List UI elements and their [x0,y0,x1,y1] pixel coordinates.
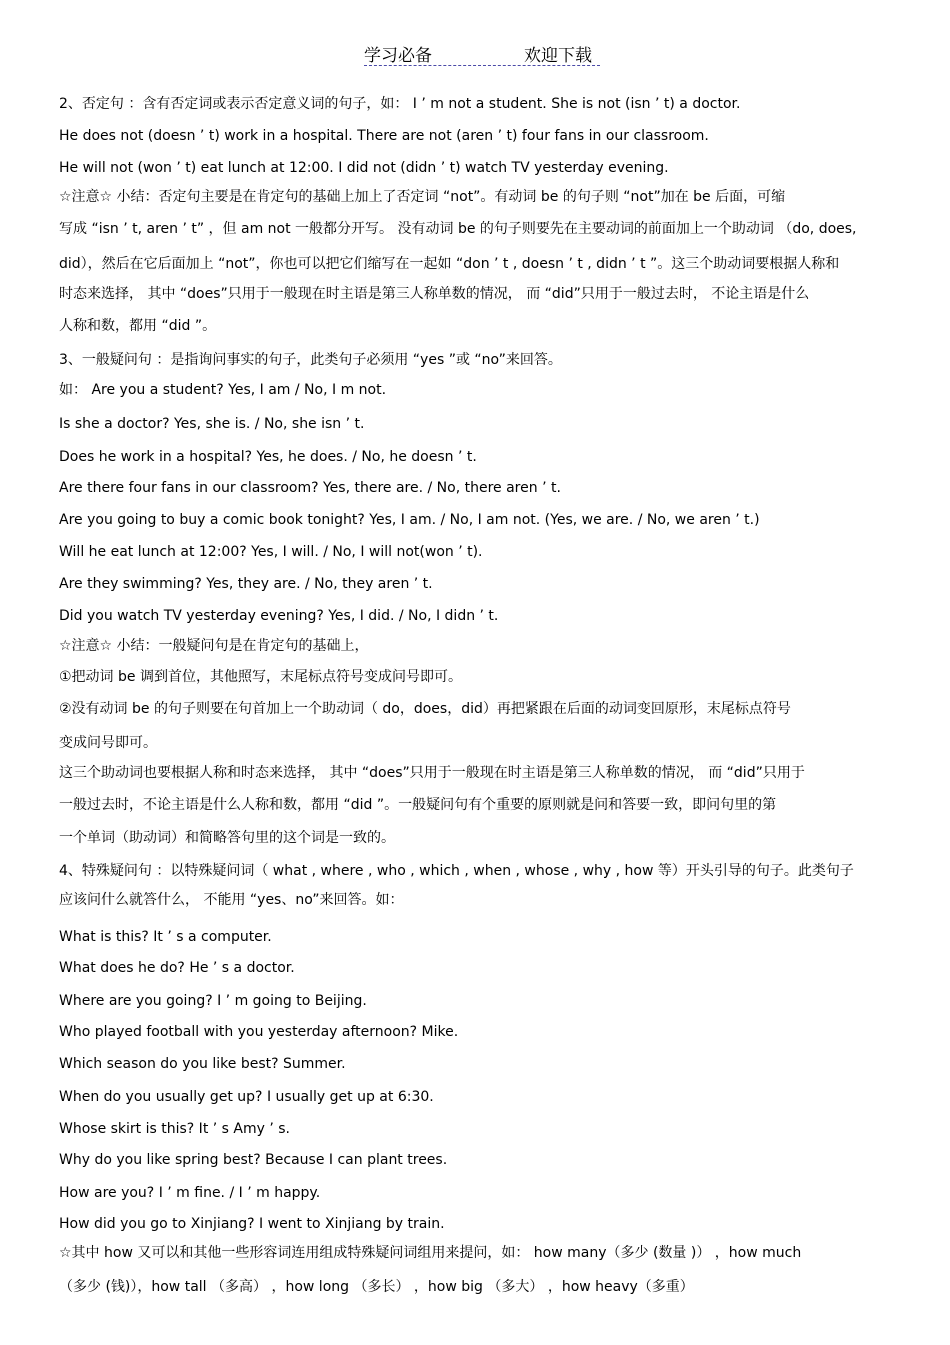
text-line: When do you usually get up? I usually get up at 6:30. [59,1089,434,1105]
text-line: How are you? I ’ m fine. / I ’ m happy. [59,1185,321,1201]
text-line: did），然后在它后面加上 “not”，你也可以把它们缩写在一起如 “don ’ t , doesn ’ t , didn ’ t ”。这三个助动词要根据人称和 [59,256,840,272]
text-line: Did you watch TV yesterday evening? Yes, I did. / No, I didn ’ t. [59,608,499,624]
text-line: He does not (doesn ’ t) work in a hospital. There are not (aren ’ t) four fans in our classroom. [59,128,709,144]
text-line: 写成 “isn ’ t, aren ’ t” ，但 am not 一般都分开写。 没有动词 be 的句子则要先在主要动词的前面加上一个助动词 （do, does, [59,221,857,237]
text-line: 应该问什么就答什么， 不能用 “yes、no”来回答。如： [59,892,404,908]
text-line: Will he eat lunch at 12:00? Yes, I will. / No, I will not(won ’ t). [59,544,483,560]
header-right-text: 欢迎下载 [524,46,592,66]
text-line: Is she a doctor? Yes, she is. / No, she isn ’ t. [59,416,365,432]
text-line: ☆注意☆ 小结：否定句主要是在肯定句的基础上加上了否定词 “not”。有动词 be 的句子则 “not”加在 be 后面，可缩 [59,189,786,205]
text-line: Are there four fans in our classroom? Yes, there are. / No, there aren ’ t. [59,480,561,496]
text-line: 这三个助动词也要根据人称和时态来选择， 其中 “does”只用于一般现在时主语是第三人称单数的情况， 而 “did”只用于 [59,765,805,781]
text-line: Who played football with you yesterday afternoon? Mike. [59,1024,459,1040]
text-line: Why do you like spring best? Because I can plant trees. [59,1152,448,1168]
text-line: ☆注意☆ 小结：一般疑问句是在肯定句的基础上， [59,638,369,654]
text-line: Where are you going? I ’ m going to Beijing. [59,993,367,1009]
text-line: 人称和数，都用 “did ”。 [59,318,217,334]
page-header [364,41,600,66]
text-line: How did you go to Xinjiang? I went to Xinjiang by train. [59,1216,445,1232]
text-line: ①把动词 be 调到首位，其他照写，末尾标点符号变成问号即可。 [59,669,462,685]
text-line: 一个单词（助动词）和简略答句里的这个词是一致的。 [59,830,395,846]
text-line: 时态来选择， 其中 “does”只用于一般现在时主语是第三人称单数的情况， 而 “did”只用于一般过去时， 不论主语是什么 [59,286,810,302]
text-line: Are they swimming? Yes, they are. / No, they aren ’ t. [59,576,433,592]
text-line: What does he do? He ’ s a doctor. [59,960,295,976]
text-line: 变成问号即可。 [59,735,157,751]
text-line: Whose skirt is this? It ’ s Amy ’ s. [59,1121,290,1137]
text-line: 2、否定句 ：含有否定词或表示否定意义词的句子，如： I ’ m not a student. She is not (isn ’ t) a doctor. [59,96,741,112]
text-line: 如： Are you a student? Yes, I am / No, I m not. [59,382,387,398]
text-line: Are you going to buy a comic book tonight? Yes, I am. / No, I am not. (Yes, we are. / No, we aren ’ t.) [59,512,760,528]
text-line: ☆其中 how 又可以和其他一些形容词连用组成特殊疑问词组用来提问，如： how many（多少 (数量 )） ，how much [59,1245,802,1261]
text-line: ②没有动词 be 的句子则要在句首加上一个助动词（ do，does，did）再把紧跟在后面的动词变回原形，末尾标点符号 [59,701,791,717]
text-line: What is this? It ’ s a computer. [59,929,272,945]
text-line: Does he work in a hospital? Yes, he does. / No, he doesn ’ t. [59,449,477,465]
text-line: 一般过去时，不论主语是什么人称和数，都用 “did ”。一般疑问句有个重要的原则就是问和答要一致，即问句里的第 [59,797,777,813]
section-heading: 3、一般疑问句 ：是指询问事实的句子，此类句子必须用 “yes ”或 “no”来回答。 [59,352,562,368]
text-line: （多少 (钱)），how tall （多高） ，how long （多长） ，how big （多大） ，how heavy（多重） [59,1279,694,1295]
text-line: Which season do you like best? Summer. [59,1056,346,1072]
header-left-text: 学习必备 [364,46,432,66]
section-heading: 4、特殊疑问句 ：以特殊疑问词（ what , where , who , which , when , whose , why , how 等）开头引导的句子。此类句子 [59,863,854,879]
text-line: He will not (won ’ t) eat lunch at 12:00. I did not (didn ’ t) watch TV yesterday evening. [59,160,669,176]
